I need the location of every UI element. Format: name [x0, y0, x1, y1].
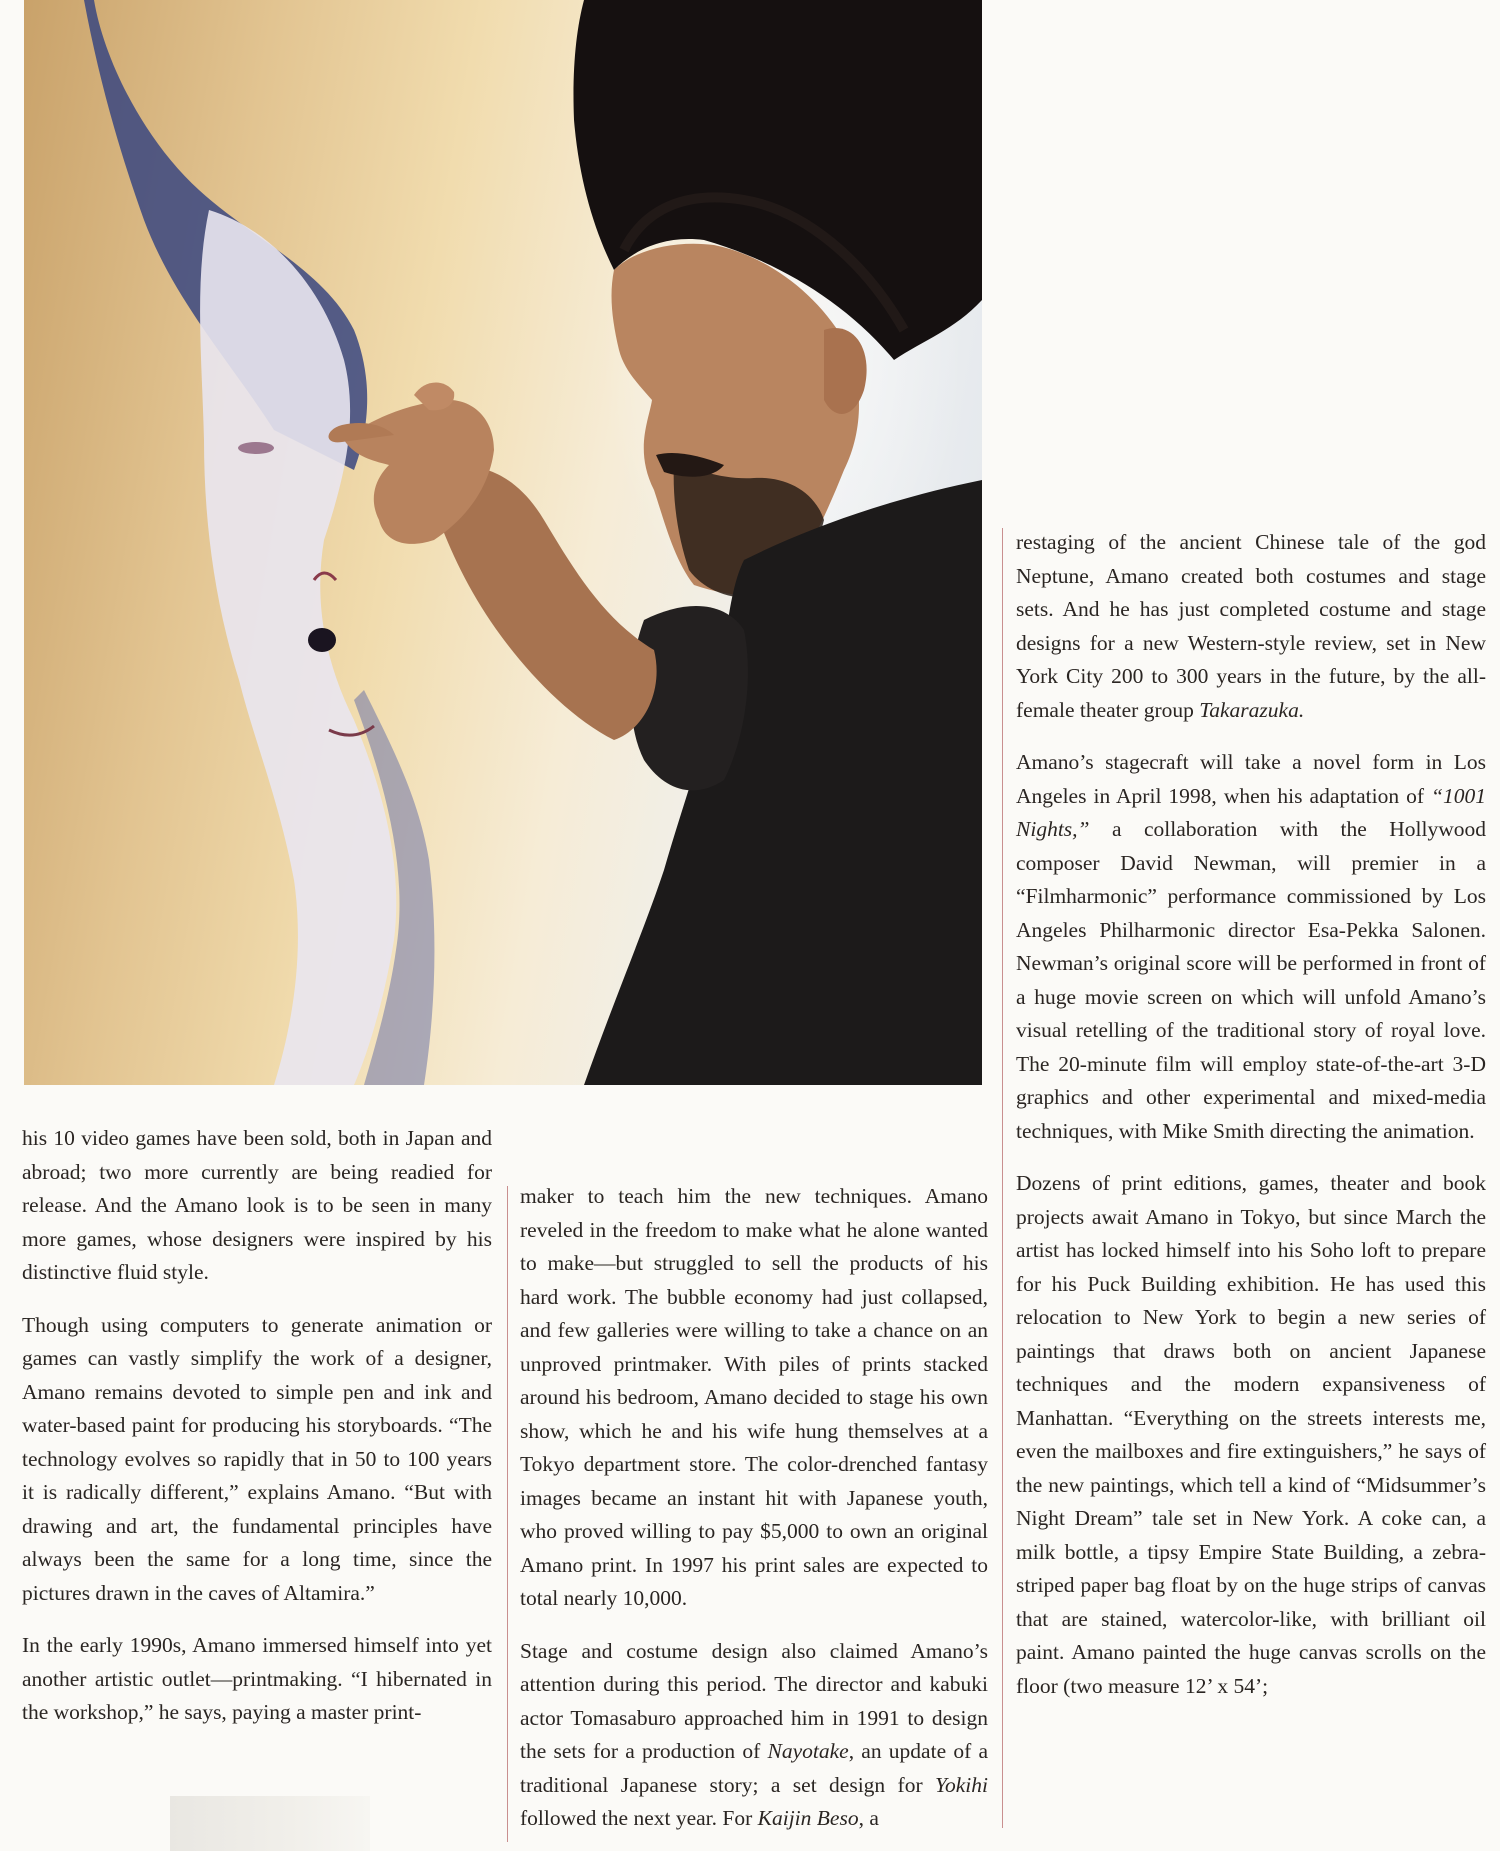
- canvas-figure-mouth: [308, 628, 336, 652]
- page-edge-shade: [170, 1796, 370, 1851]
- paragraph: his 10 video games have been sold, both in Japan and abroad; two more currently are being readied for release. And the Amano look is to be seen in many more games, whose designers were inspired by his distinctive fluid style.: [22, 1126, 492, 1284]
- title-italic: Nayotake: [767, 1739, 849, 1763]
- artist-photo: [24, 0, 982, 1085]
- painting-scene-illustration: [24, 0, 982, 1085]
- title-italic: Kaijin Beso: [757, 1806, 859, 1830]
- canvas-figure-face: [200, 210, 396, 1085]
- paragraph: maker to teach him the new techniques. Amano reveled in the freedom to make what he alone wanted to make—but struggled to sell the products of his hard work. The bubble economy had just collapsed, and few galleries were willing to take a chance on an unproved printmaker. With piles of prints stacked around his bedroom, Amano decided to stage his own show, which he and his wife hung themselves at a Tokyo department store. The color-drenched fantasy images became an instant hit with Japanese youth, who proved willing to pay $5,000 to own an original Amano print. In 1997 his print sales are expected to total nearly 10,000.: [520, 1184, 988, 1610]
- article-column-2: [520, 1180, 988, 1836]
- paragraph: Stage and costume design also claimed Amano’s attention during this period. The director and kabuki actor Tomasaburo approached him in 1991 to design the sets for a production of Nayotake, an update of a traditional Japanese story; a set design for Yokihi followed the next year. For Kaijin Beso, a: [520, 1638, 989, 1830]
- canvas-figure-eye: [238, 442, 274, 454]
- title-italic: “1001 Nights,”: [1016, 783, 1486, 841]
- article-column-1: [22, 1122, 492, 1730]
- column-divider-right: [1002, 528, 1003, 1828]
- artist-arm: [439, 467, 657, 740]
- article-column-3: [1016, 526, 1486, 1703]
- paragraph: In the early 1990s, Amano immersed himself into yet another artistic outlet—printmaking. “I hibernated in the workshop,” he says, paying a master print-: [22, 1633, 492, 1724]
- title-italic: Takarazuka.: [1199, 697, 1305, 722]
- paragraph: Amano’s stagecraft will take a novel form in Los Angeles in April 1998, when his adaptation of “1001 Nights,” a collaboration with the Hollywood composer David Newman, will premier in a “Filmharmonic” performance commissioned by Los Angeles Philharmonic director Esa-Pekka Salonen. Newman’s original score will be performed in front of a huge movie screen on which will unfold Amano’s visual retelling of the traditional story of royal love. The 20-minute film will employ state-of-the-art 3-D graphics and other experimental and mixed-media techniques, with Mike Smith directing the animation.: [1016, 750, 1486, 1143]
- paragraph: restaging of the ancient Chinese tale of the god Neptune, Amano created both costumes and stage sets. And he has just completed costume and stage designs for a new Western-style review, set in New York City 200 to 300 years in the future, by the all-female theater group Takarazuka.: [1016, 530, 1486, 722]
- artist-ear: [824, 328, 867, 414]
- title-italic: Yokihi: [935, 1772, 988, 1797]
- column-divider-left: [507, 1186, 508, 1842]
- artist-shirt: [584, 480, 982, 1085]
- paragraph: Dozens of print editions, games, theater and book projects await Amano in Tokyo, but since March the artist has locked himself into his Soho loft to prepare for his Puck Building exhibition. He has used this relocation to New York to begin a new series of paintings that draws both on ancient Japanese techniques and the modern expansiveness of Manhattan. “Everything on the streets interests me, even the mailboxes and fire extinguishers,” he says of the new paintings, which tell a kind of “Midsummer’s Night Dream” tale set in New York. A coke can, a milk bottle, a tipsy Empire State Building, a zebra-striped paper bag float by on the huge strips of canvas that are stained, watercolor-like, with brilliant oil paint. Amano painted the huge canvas scrolls on the floor (two measure 12’ x 54’;: [1016, 1171, 1486, 1698]
- paragraph: Though using computers to generate animation or games can vastly simplify the work of a designer, Amano remains devoted to simple pen and ink and water-based paint for producing his storyboards. “The technology evolves so rapidly that in 50 to 100 years it is radically different,” explains Amano. “But with drawing and art, the fundamental principles have always been the same for a long time, since the pictures drawn in the caves of Altamira.”: [22, 1312, 492, 1605]
